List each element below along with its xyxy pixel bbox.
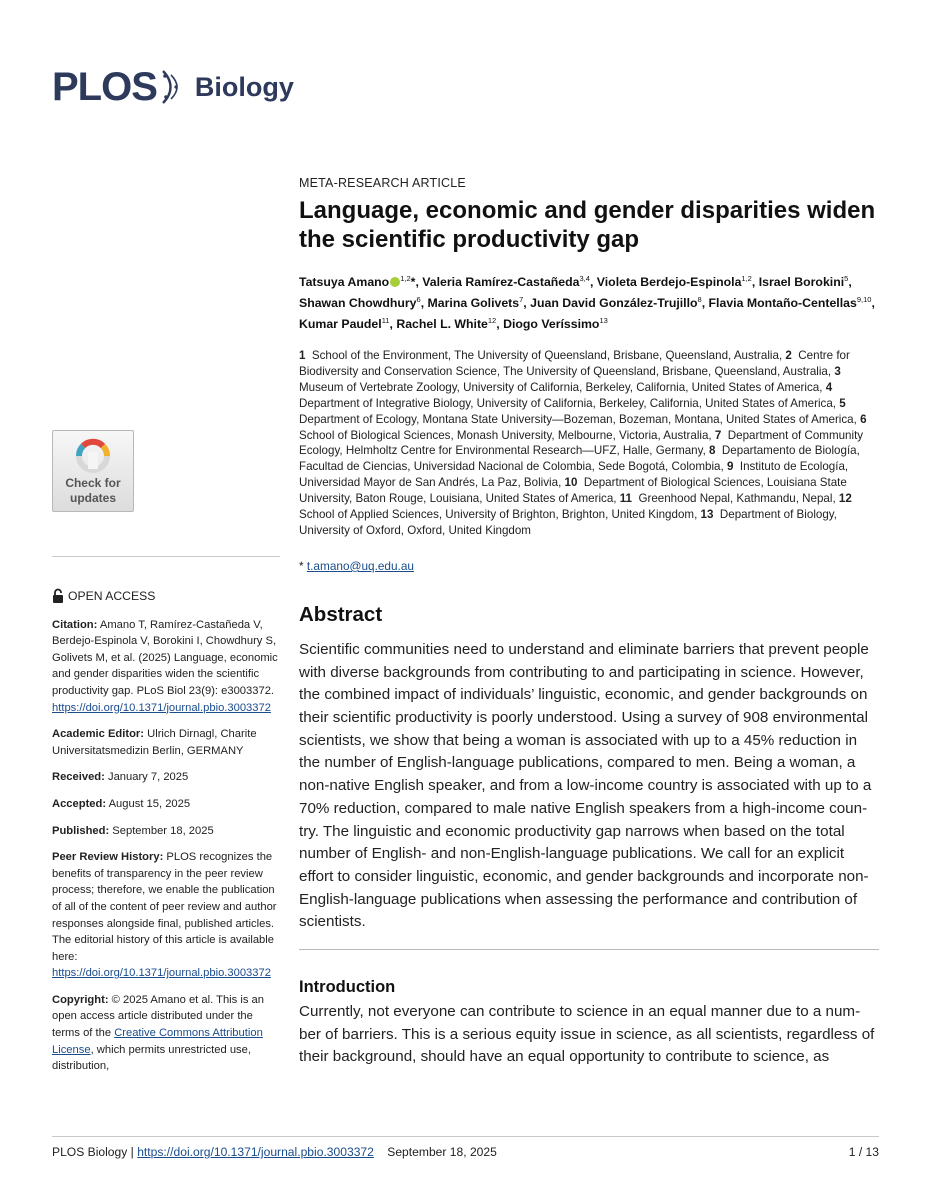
affiliation-number: 9 (726, 460, 734, 474)
peer-review-text: PLOS recognizes the benefits of transparency in the peer review process; therefore, we enable the publication of all of the content of peer review and author responses alongside final, published articles. The editorial history of this article is available here: (52, 851, 277, 963)
abstract-text: Scientific communities need to understand and eliminate barriers that prevent people with diverse backgrounds from contributing to and participating in science. However, the combined impact of individuals’ linguistic, economic, and gender backgrounds on their scientific productivity is poorly understood. Using a survey of 908 environmental scientists, we show that being a woman is associated with up to a 45% reduction in the number of English-language publications, compared to men. Being a woman, a non-native English speaker, and from a low-income country is associated with up to a 70% reduction, compared to male native English speakers from a high-income coun-try. The linguistic and economic productivity gap narrows when based on the total number of English- and non-English-language publications. We call for an explicit effort to consider linguistic, economic, and gender backgrounds and incorporate non-English-language publications when assessing the performance and contribution of scientists. (299, 640, 872, 931)
copyright-text: © 2025 Amano et al. This is an open access article distributed under the terms of the (52, 993, 264, 1040)
page-footer (52, 1145, 879, 1159)
badge-line-2: updates (69, 491, 116, 505)
footer-doi-link[interactable]: https://doi.org/10.1371/journal.pbio.3003372 (137, 1145, 374, 1159)
author: Flavia Montaño-Centellas (708, 296, 857, 310)
author: Valeria Ramírez-Castañeda (422, 275, 580, 289)
affiliation-text: Museum of Vertebrate Zoology, University of California, Berkeley, California, United States of America (299, 380, 820, 394)
affiliation-number: 13 (700, 508, 714, 522)
corresponding-email-link[interactable]: t.amano@uq.edu.au (306, 558, 414, 573)
published (52, 823, 280, 840)
crossmark-icon (74, 437, 112, 475)
author: Diogo Veríssimo (503, 317, 600, 331)
affiliation-text: Centre for Biodiversity and Conservation Science, The University of Queensland, Brisbane, Queensland, Australia (299, 349, 850, 378)
affiliation-text: School of Biological Sciences, Monash University, Melbourne, Victoria, Australia (299, 428, 709, 442)
author: Shawan Chowdhury (299, 296, 417, 310)
author-affiliation-ref: 7 (519, 295, 524, 304)
article-type: META-RESEARCH ARTICLE (299, 176, 466, 190)
footer-date: September 18, 2025 (387, 1145, 497, 1159)
license-link[interactable]: Creative Commons Attribution License (52, 1027, 263, 1056)
author-affiliation-ref: 1,2 (741, 274, 752, 283)
published-label: Published: (52, 824, 110, 837)
affiliations: 1 School of the Environment, The University of Queensland, Brisbane, Queensland, Australia, 2 Centre for Biodiversity and Conservation Science, The University of Queensland, Brisbane, Queensland, Australia, 3 Museum of Vertebrate Zoology, University of California, Berkeley, California, United States of America, 4 Department of Integrative Biology, University of California, Berkeley, California, United States of America, 5 Department of Ecology, Montana State University—Bozeman, Bozeman, Montana, United States of America, 6 School of Biological Sciences, Monash University, Melbourne, Victoria, Australia, 7 Department of Community Ecology, Helmholtz Centre for Environmental Research—UFZ, Halle, Germany, 8 Departamento de Biología, Facultad de Ciencias, Universidad Nacional de Colombia, Sede Bogotá, Colombia, 9 Instituto de Ecología, Universidad Mayor de San Andrés, La Paz, Bolivia, 10 Department of Biological Sciences, Louisiana State University, Baton Rouge, Louisiana, United States of America, 11 Greenhood Nepal, Kathmandu, Nepal, 12 School of Applied Sciences, University of Brighton, Brighton, United Kingdom, 13 Department of Biology, University of Oxford, Oxford, United Kingdom (299, 349, 867, 537)
citation-text: Amano T, Ramírez-Castañeda V, Berdejo-Espinola V, Borokini I, Chowdhury S, Golivets M, et al. (2025) Language, economic and gender disparities widen the scientific productivity gap. PLoS Biol 23(9): e3003372. (52, 618, 278, 697)
accepted-label: Accepted: (52, 797, 107, 810)
orcid-icon[interactable] (390, 277, 400, 287)
sidebar-divider (52, 556, 280, 557)
article-title: Language, economic and gender disparities widen the scientific productivity gap (299, 197, 876, 253)
editor-label: Academic Editor: (52, 728, 145, 741)
footer-divider (52, 1136, 879, 1137)
author: Kumar Paudel (299, 317, 382, 331)
author: Marina Golivets (427, 296, 520, 310)
affiliation-text: Instituto de Ecología, Universidad Mayor de San Andrés, La Paz, Bolivia (299, 460, 849, 490)
footer-journal: PLOS Biology (52, 1145, 128, 1159)
affiliation-text: School of the Environment, The University of Queensland, Brisbane, Queensland, Australia (311, 349, 779, 362)
journal-logo (52, 62, 294, 112)
accepted (52, 796, 280, 813)
section-divider (299, 949, 879, 950)
page-number: 1 / 13 (848, 1145, 879, 1159)
received (52, 769, 280, 786)
author-affiliation-ref: 13 (599, 316, 608, 325)
editor-text: Ulrich Dirnagl, Charite Universitatsmedizin Berlin, GERMANY (52, 728, 257, 757)
affiliation-text: Greenhood Nepal, Kathmandu, Nepal (638, 492, 833, 506)
abstract-heading: Abstract (299, 602, 383, 626)
affiliation-number: 5 (839, 396, 846, 410)
badge-line-1: Check for (65, 476, 121, 490)
affiliation-text: School of Applied Sciences, University of Brighton, Brighton, United Kingdom (299, 508, 695, 522)
received-label: Received: (52, 771, 105, 784)
affiliation-number: 6 (860, 412, 867, 426)
citation-label: Citation: (52, 618, 98, 631)
affiliation-number: 3 (834, 364, 841, 378)
logo-brand: PLOS (52, 64, 157, 109)
corresponding-author (299, 559, 879, 573)
copyright-label: Copyright: (52, 993, 109, 1006)
affiliation-text: Department of Ecology, Montana State University—Bozeman, Bozeman, Montana, United States of America (299, 412, 854, 426)
author: Israel Borokini (758, 275, 845, 289)
author-corresponding-mark: * (410, 275, 416, 289)
open-lock-icon (52, 588, 64, 604)
author-affiliation-ref: 6 (416, 295, 421, 304)
corresponding-star: * (299, 558, 304, 573)
affiliation-number: 11 (619, 492, 632, 506)
affiliation-text: Department of Integrative Biology, University of California, Berkeley, California, United States of America (299, 396, 833, 410)
open-access (52, 588, 280, 605)
affiliation-text: Department of Community Ecology, Helmholtz Centre for Environmental Research—UFZ, Halle, Germany (299, 428, 864, 458)
peer-review-label: Peer Review History: (52, 851, 164, 864)
author-affiliation-ref: 8 (697, 295, 702, 304)
accepted-date: August 15, 2025 (108, 797, 191, 810)
copyright (52, 992, 280, 1075)
received-date: January 7, 2025 (107, 771, 189, 784)
published-date: September 18, 2025 (112, 824, 214, 837)
affiliation-number: 1 (299, 349, 306, 362)
author-affiliation-ref: 3,4 (579, 274, 590, 283)
affiliation-number: 8 (709, 444, 716, 458)
sidebar (52, 588, 280, 1085)
affiliation-number: 4 (825, 380, 833, 394)
author-affiliation-ref: 1,2 (400, 274, 411, 283)
introduction-text: Currently, not everyone can contribute to science in an equal manner due to a num-ber of barriers. This is a serious equity issue in science, as all scientists, regardless of their background, should have an equal opportunity to contribute to science, as (299, 1003, 875, 1066)
article-main (299, 176, 879, 1069)
affiliation-number: 7 (714, 428, 722, 442)
author-list: Tatsuya Amano $^{1,2}$*, Valeria Ramírez-Castañeda$^{3,4}$, Violeta Berdejo-Espinola$^{1,2}$, Israel Borokini$^5$, Shawan Chowdhury$^6$, Marina Golivets$^7$, Juan David González-Trujillo$^8$, Flavia Montaño-Centellas$^{9,10}$, Kumar Paudel$^{11}$, Rachel L. White$^{12}$, Diogo Veríssimo$^{13}$ (299, 274, 875, 331)
check-for-updates-badge[interactable] (52, 430, 134, 512)
open-access-label: OPEN ACCESS (68, 589, 156, 603)
author: Tatsuya Amano (299, 275, 390, 289)
author: Juan David González-Trujillo (530, 296, 698, 310)
citation (52, 617, 280, 717)
citation-doi-link[interactable]: https://doi.org/10.1371/journal.pbio.3003372 (52, 701, 271, 714)
affiliation-text: Department of Biological Sciences, Louisiana State University, Baton Rouge, Louisiana, United States of America (299, 476, 847, 506)
academic-editor (52, 726, 280, 759)
plos-mark-icon (159, 67, 187, 107)
author: Violeta Berdejo-Espinola (596, 275, 742, 289)
affiliation-text: Department of Biology, University of Oxford, Oxford, United Kingdom (299, 508, 837, 537)
author-affiliation-ref: 12 (487, 316, 497, 325)
author-affiliation-ref: 11 (381, 316, 390, 325)
footer-separator: | (130, 1145, 134, 1159)
author: Rachel L. White (396, 317, 488, 331)
affiliation-number: 10 (564, 476, 578, 490)
affiliation-text: Departamento de Biología, Facultad de Ciencias, Universidad Nacional de Colombia, Sede Bogotá, Colombia (299, 444, 860, 474)
author-affiliation-ref: 9,10 (856, 295, 872, 304)
introduction-heading: Introduction (299, 978, 396, 997)
logo-journal: Biology (194, 71, 294, 102)
author-affiliation-ref: 5 (844, 274, 849, 283)
affiliation-number: 12 (838, 492, 852, 506)
peer-review-history (52, 849, 280, 982)
copyright-text-end: , which permits unrestricted use, distribution, (52, 1043, 251, 1073)
affiliation-number: 2 (785, 349, 792, 362)
peer-review-link[interactable]: https://doi.org/10.1371/journal.pbio.3003372 (52, 967, 271, 980)
